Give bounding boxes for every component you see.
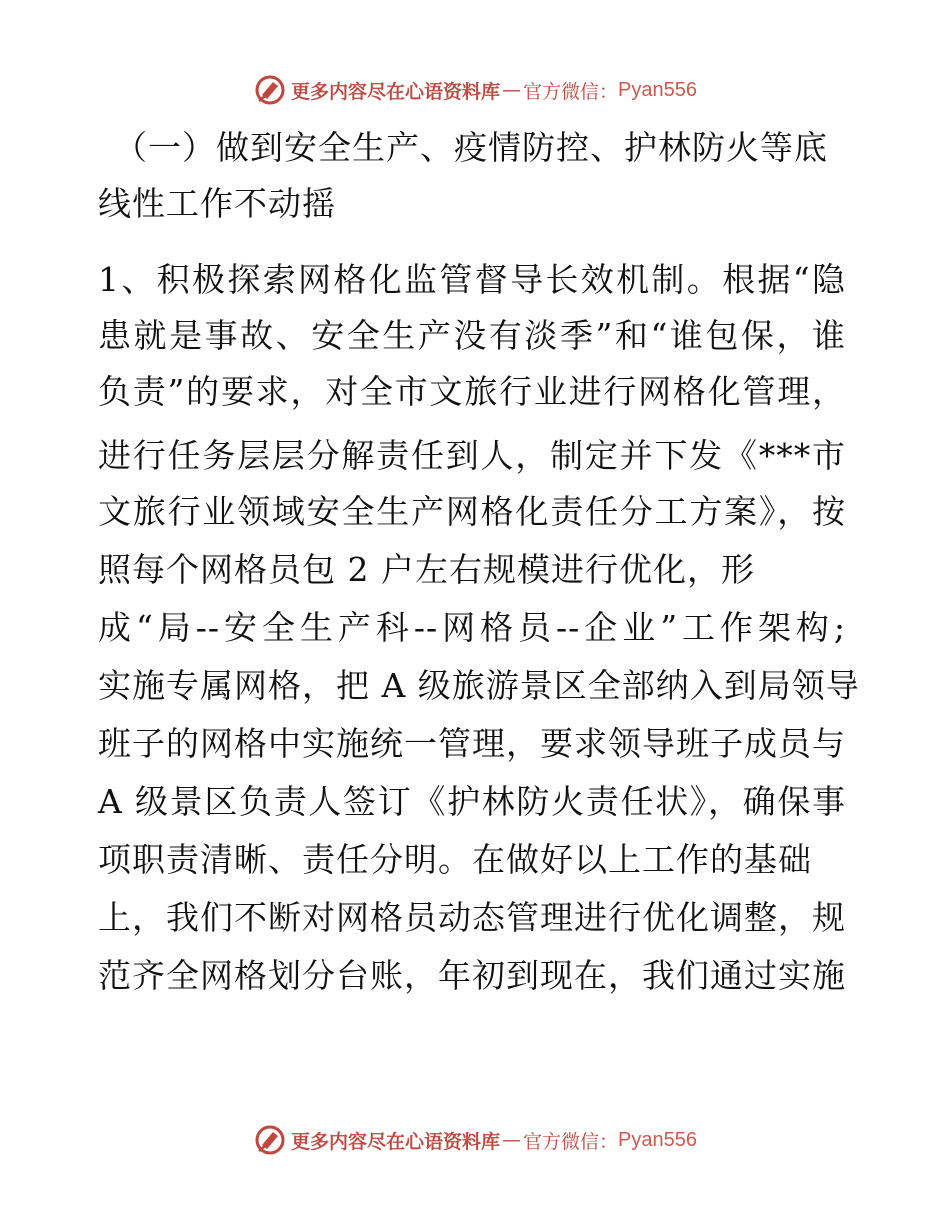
brand-logo-icon	[253, 73, 287, 107]
body-line-12: 上，我们不断对网格员动态管理进行优化调整，规	[98, 898, 846, 937]
watermark-wechat-label: 官方微信：	[523, 80, 619, 103]
body-line-9: 班子的网格中实施统一管理，要求领导班子成员与	[98, 724, 846, 763]
heading-line-1: （一）做到安全生产、疫情防控、护林防火等底	[114, 128, 828, 167]
body-line-6: 照每个网格员包 2 户左右规模进行优化，形	[98, 550, 755, 589]
body-line-5: 文旅行业领域安全生产网格化责任分工方案》，按	[98, 492, 846, 531]
body-line-11: 项职责清晰、责任分明。在做好以上工作的基础	[98, 840, 812, 879]
watermark-separator: —	[502, 1129, 522, 1151]
watermark-wechat-id: Pyan556	[618, 78, 697, 101]
body-line-1: 1、积极探索网格化监管督导长效机制。根据“隐	[98, 260, 846, 299]
body-line-4: 进行任务层层分解责任到人，制定并下发《***市	[98, 436, 846, 475]
watermark-separator: —	[502, 79, 522, 101]
watermark-brand-text: 更多内容尽在心语资料库	[291, 80, 501, 103]
body-line-7: 成“局--安全生产科--网格员--企业”工作架构;	[98, 608, 846, 647]
body-line-13: 范齐全网格划分台账，年初到现在，我们通过实施	[98, 956, 846, 995]
watermark-brand-text: 更多内容尽在心语资料库	[291, 1130, 501, 1153]
body-line-10: A 级景区负责人签订《护林防火责任状》，确保事	[98, 782, 846, 821]
header-watermark	[0, 70, 950, 110]
body-line-2: 患就是事故、安全生产没有淡季”和“谁包保，谁	[98, 316, 846, 355]
brand-logo-icon	[253, 1123, 287, 1157]
heading-line-2: 线性工作不动摇	[98, 184, 336, 223]
watermark-wechat-label: 官方微信：	[523, 1130, 619, 1153]
body-line-3: 负责”的要求，对全市文旅行业进行网格化管理，	[98, 372, 846, 411]
footer-watermark	[0, 1120, 950, 1160]
watermark-wechat-id: Pyan556	[618, 1128, 697, 1151]
body-line-8: 实施专属网格，把 A 级旅游景区全部纳入到局领导	[98, 666, 860, 705]
